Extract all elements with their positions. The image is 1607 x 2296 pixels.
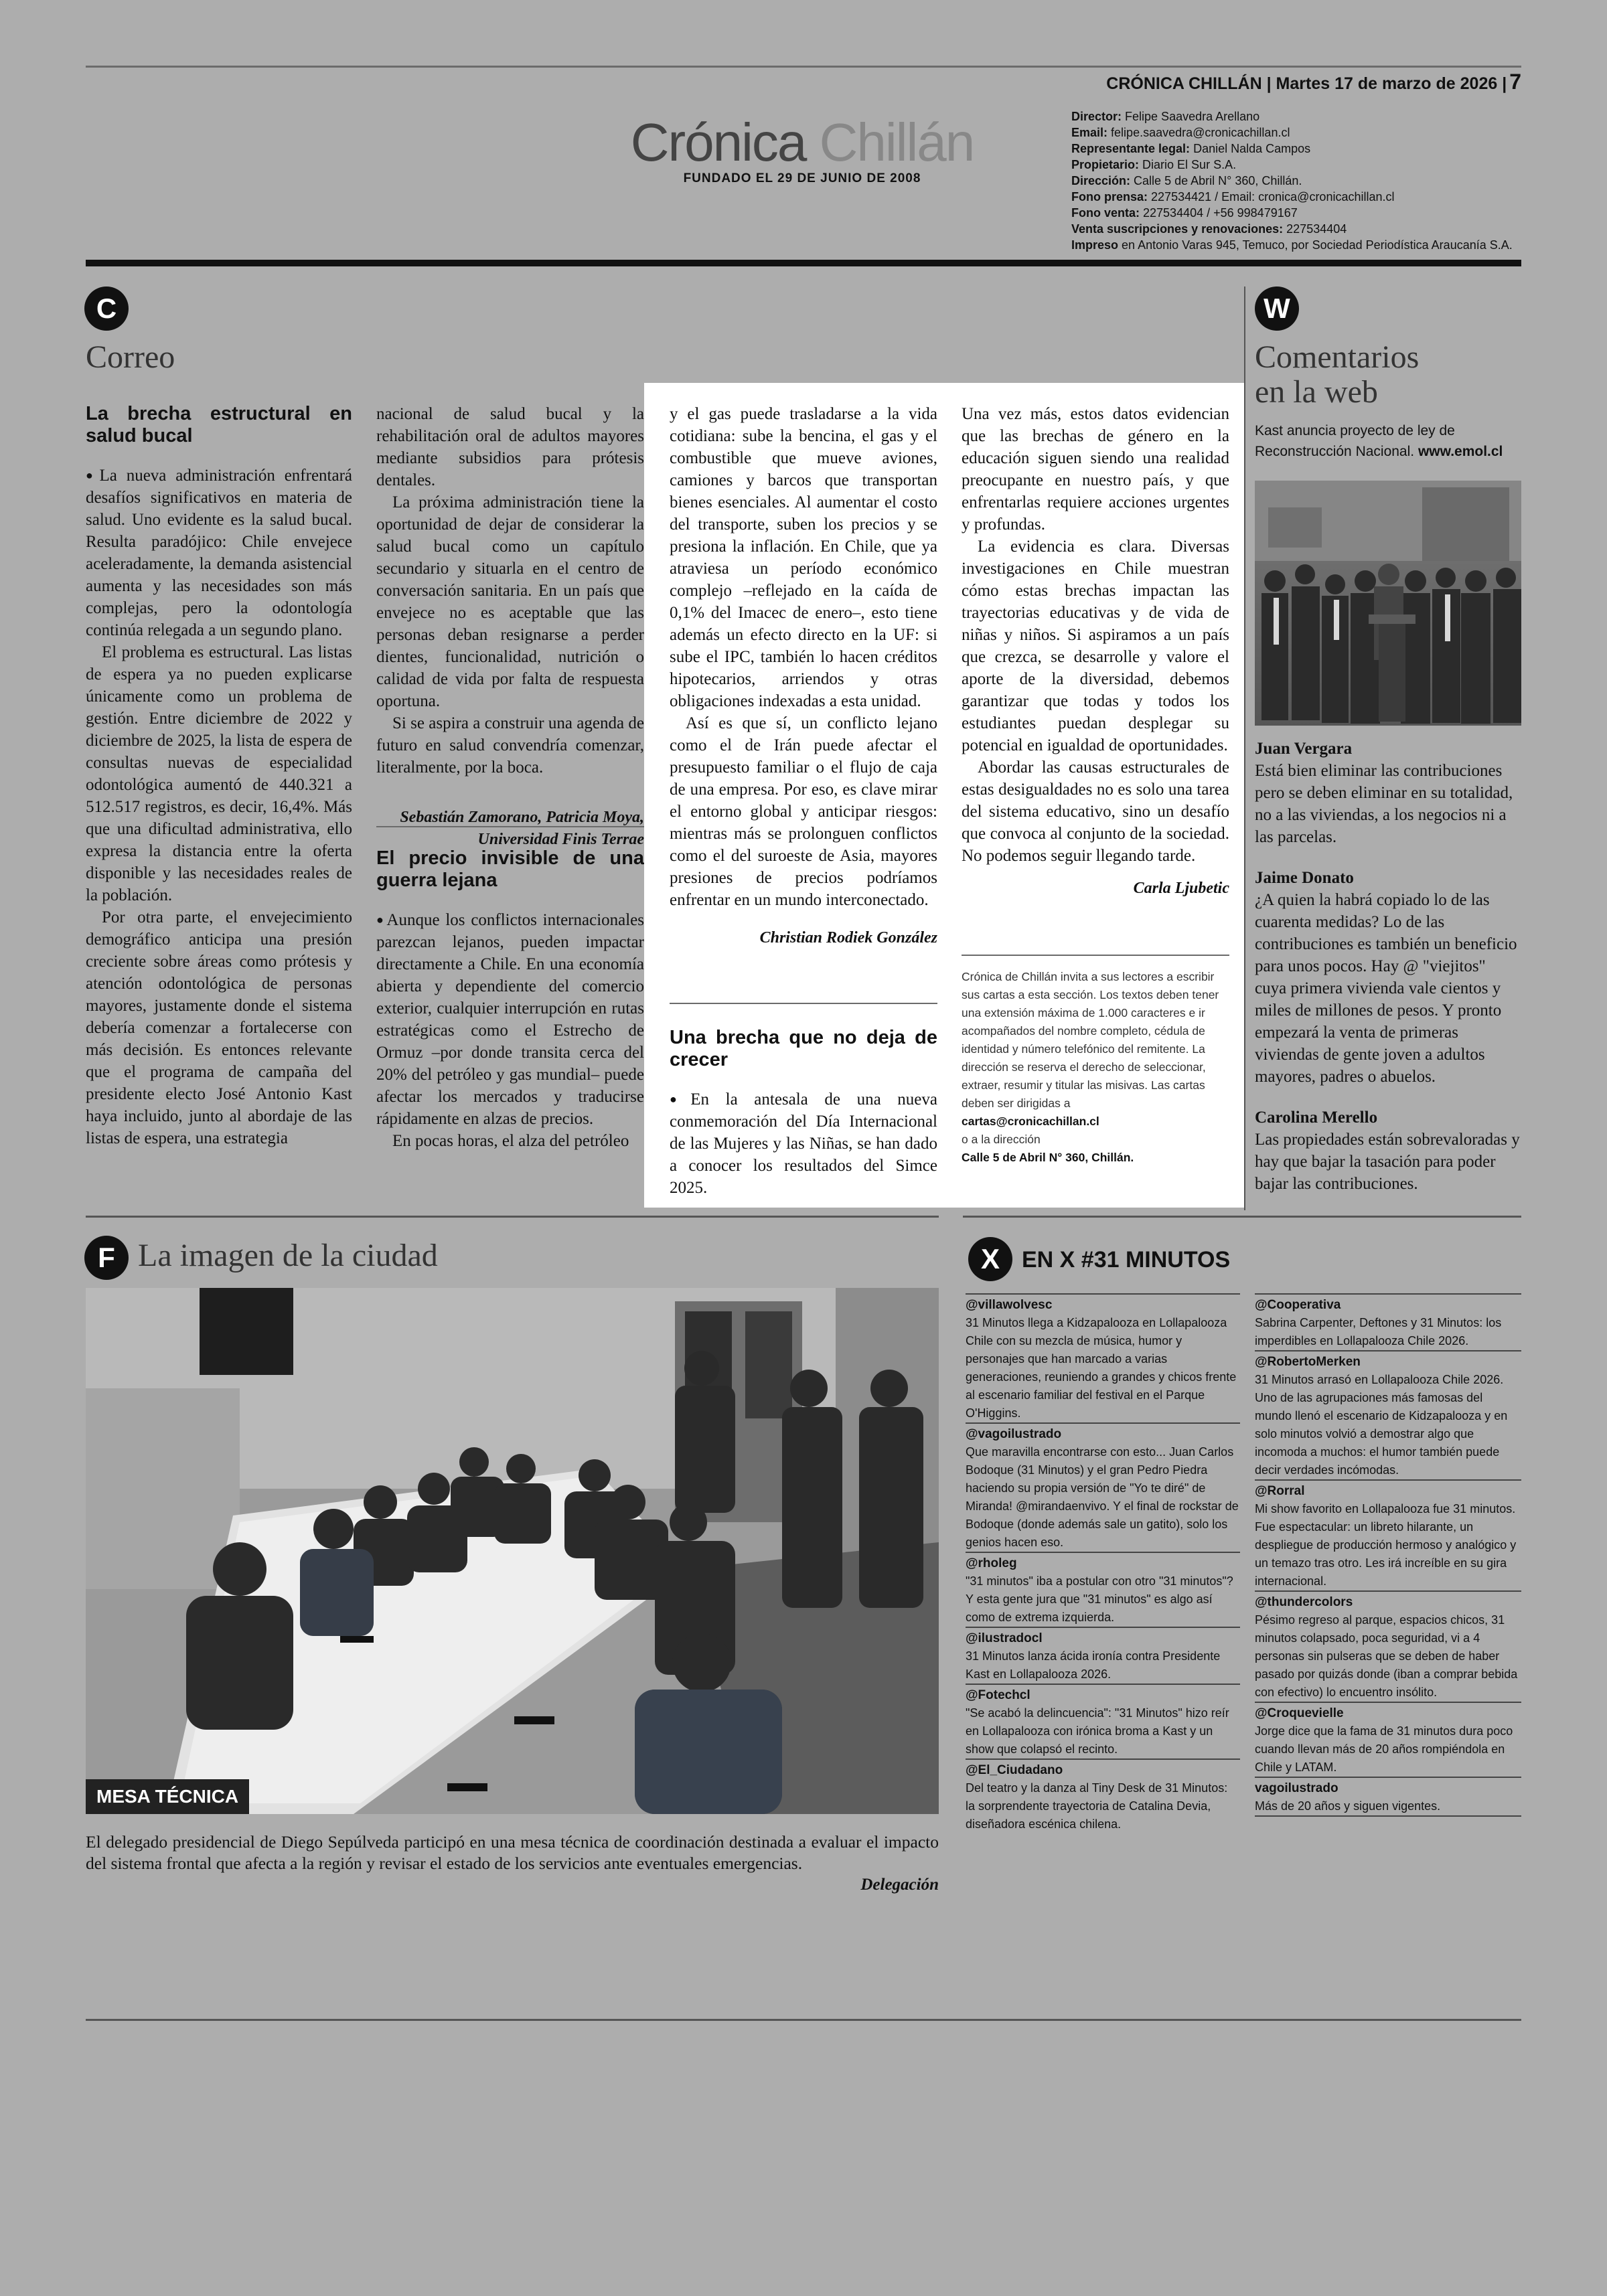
x-post-text: 31 Minutos llega a Kidzapalooza en Lollapalooza Chile con su mezcla de música, humor y personajes que han marcado a varias generaciones, reuniendo a grandes y chicos frente al escenario familiar del festival en el Parque O'Higgins. bbox=[966, 1316, 1237, 1420]
letter1-paragraph: La próxima administración tiene la oportunidad de dejar de considerar la salud bucal como un capítulo secundario y situarla en el centro de conversación sanitaria. En un país que envejece no es aceptable que las personas deban resignarse a perder dientes, funcionalidad, nutrición o calidad de vida por falta de respuesta oportuna. bbox=[376, 493, 644, 710]
meeting-photo bbox=[86, 1288, 939, 1814]
page-number: 7 bbox=[1509, 70, 1521, 94]
info-line: Dirección: Calle 5 de Abril N° 360, Chillán. bbox=[1071, 174, 1302, 187]
x-post bbox=[1255, 1293, 1521, 1350]
imagen-section-badge: F bbox=[84, 1236, 129, 1280]
web-comment bbox=[1255, 738, 1521, 848]
correo-column-3 bbox=[670, 403, 937, 949]
correo-column-2 bbox=[376, 403, 644, 851]
x-post bbox=[966, 1627, 1240, 1684]
letter2-paragraph: ● Aunque los conflictos internacionales parezcan lejanos, pueden impactar directamente a Chile. En una economía abierta y dependiente del comercio exterior, cualquier interrupción en rutas estratégicas como el Estrecho de Ormuz –por donde transita cerca del 20% del petróleo y gas mundial– puede afectar los mercados y traducirse rápidamente en alzas de precios. bbox=[376, 909, 644, 1130]
letter2-paragraph: Así es que sí, un conflicto lejano como el de Irán puede afectar el presupuesto familiar o el flujo de caja de una empresa. Por eso, es clave mirar el entorno global y anticipar riesgos: mientras más se prolonguen conflictos como el del suroeste de Asia, mayores presiones de precios podríamos enfrentar en un mundo interconectado. bbox=[670, 714, 937, 909]
running-head bbox=[1106, 70, 1521, 96]
logo bbox=[621, 112, 983, 186]
comment-author: Juan Vergara bbox=[1255, 740, 1353, 758]
x-post-text: 31 Minutos arrasó en Lollapalooza Chile 2026. Uno de las agrupaciones más famosas del mundo llenó el escenario de Kidzapalooza y en solo minutos volvió a demostrar algo que incomoda a muchos: el humor también puede decir verdades incómodas. bbox=[1255, 1373, 1508, 1477]
letter3-signature: Carla Ljubetic bbox=[1133, 880, 1229, 897]
info-line: Fono prensa: 227534421 / Email: cronica@cronicachillan.cl bbox=[1071, 190, 1395, 203]
web-title-line: en la web bbox=[1255, 374, 1378, 410]
web-comment bbox=[1255, 867, 1521, 1088]
x-section-title: EN X #31 MINUTOS bbox=[1022, 1247, 1231, 1273]
x-post-text: Más de 20 años y siguen vigentes. bbox=[1255, 1799, 1441, 1813]
comment-text: Las propiedades están sobrevaloradas y hay que bajar la tasación para poder bajar las contribuciones. bbox=[1255, 1131, 1520, 1193]
logo-word-cronica: Crónica bbox=[630, 112, 806, 172]
correo-column-2-lower bbox=[376, 847, 644, 1152]
x-handle[interactable]: vagoilustrado bbox=[1255, 1781, 1338, 1795]
running-head-text: CRÓNICA CHILLÁN | Martes 17 de marzo de 2026 | bbox=[1106, 74, 1507, 93]
correo-section-title: Correo bbox=[86, 339, 175, 375]
x-post bbox=[966, 1422, 1240, 1552]
lower-rule-right bbox=[963, 1216, 1521, 1218]
x-feed-end-rule bbox=[1255, 1815, 1521, 1817]
x-post bbox=[1255, 1590, 1521, 1702]
column-divider bbox=[962, 955, 1229, 956]
x-handle[interactable]: @Croquevielle bbox=[1255, 1706, 1344, 1720]
photo-label: MESA TÉCNICA bbox=[86, 1779, 249, 1814]
photo-credit: Delegación bbox=[860, 1876, 939, 1894]
letter1-paragraph: Por otra parte, el envejecimiento demográfico anticipa una presión creciente sobre áreas como prótesis y atención odontológica de personas mayores, justamente donde el sistema debería comenzar a fortalecerse con más decisión. Es entonces relevante que el programa de campaña del presidente electo José Antonio Kast haya incluido, junto al abordaje de las listas de espera, una estrategia bbox=[86, 908, 352, 1147]
notice-address: Calle 5 de Abril N° 360, Chillán. bbox=[962, 1151, 1134, 1164]
photo-caption: El delegado presidencial de Diego Sepúlveda participó en una mesa técnica de coordinación destinada a evaluar el impacto del sistema frontal que afecta a la región y revisar el estado de los servicios ante eventuales emergencias. bbox=[86, 1832, 939, 1873]
x-post-text: Mi show favorito en Lollapalooza fue 31 minutos. Fue espectacular: un libreto hilarante, un despliegue de producción hermoso y analógico y un temazo tras otro. Les irá increíble en su gira internacional. bbox=[1255, 1502, 1517, 1588]
x-handle[interactable]: @vagoilustrado bbox=[966, 1427, 1062, 1441]
x-post bbox=[966, 1758, 1240, 1833]
letter3-headline: Una brecha que no deja de crecer bbox=[670, 1027, 937, 1070]
web-section-title bbox=[1255, 340, 1523, 410]
x-handle[interactable]: @RobertoMerken bbox=[1255, 1355, 1361, 1369]
x-section-badge: X bbox=[968, 1237, 1012, 1281]
x-handle[interactable]: @Rorral bbox=[1255, 1484, 1305, 1498]
comment-author: Jaime Donato bbox=[1255, 869, 1354, 887]
x-post-text: Jorge dice que la fama de 31 minutos dura poco cuando llevan más de 20 años rompiéndola en Chile y LATAM. bbox=[1255, 1724, 1513, 1774]
web-intro bbox=[1255, 420, 1521, 462]
letter2-paragraph: y el gas puede trasladarse a la vida cotidiana: sube la bencina, el gas y el combustible que mueve aviones, camiones y barcos que transportan bienes esenciales. Al aumentar el costo del transporte, suben los precios y se presiona la inflación. En Chile, que ya atraviesa un período económico complejo –reflejado en la caída de 0,1% del Imacec de enero–, esto tiene además un efecto directo en la UF: si sube el IPC, también lo hacen créditos hipotecarios, arriendos y otras obligaciones indexadas a esta unidad. bbox=[670, 405, 937, 710]
x-handle[interactable]: @thundercolors bbox=[1255, 1595, 1353, 1609]
letter1-paragraph: ● La nueva administración enfrentará desafíos significativos en materia de salud. Uno evidente es la salud bucal. Resulta paradójico: Chile envejece aceleradamente, la demanda asistencial aumenta y las necesidades son más complejas, pero la odontología continúa relegada a un segundo plano. bbox=[86, 465, 352, 641]
letters-notice bbox=[962, 968, 1229, 1167]
x-post bbox=[1255, 1702, 1521, 1777]
info-line: Propietario: Diario El Sur S.A. bbox=[1071, 158, 1237, 171]
web-title-line: Comentarios bbox=[1255, 339, 1420, 375]
web-comments bbox=[1255, 738, 1521, 1195]
header-thick-rule bbox=[86, 260, 1521, 266]
x-post bbox=[966, 1684, 1240, 1758]
logo-word-chillan: Chillán bbox=[819, 112, 974, 172]
correo-column-1 bbox=[86, 403, 352, 1149]
correo-column-3-lower bbox=[670, 1027, 937, 1199]
imagen-section-title: La imagen de la ciudad bbox=[138, 1238, 438, 1273]
correo-column-4 bbox=[962, 403, 1229, 900]
x-post-text: Que maravilla encontrarse con esto... Juan Carlos Bodoque (31 Minutos) y el gran Pedro Piedra haciendo su propia versión de "Yo te diré" de Miranda! @mirandaenvivo. Y el final de rockstar de Bodoque (donde además sale un gatito), solo los genios hacen eso. bbox=[966, 1445, 1239, 1549]
x-post-text: Pésimo regreso al parque, espacios chicos, 31 minutos colapsado, poca seguridad, vi a 4 personas sin pulseras que se deben de haber pasado por quizás donde (iban a comprar bebida con efectivo) lo encuentro insólito. bbox=[1255, 1613, 1518, 1699]
x-feed-right bbox=[1255, 1293, 1521, 1817]
x-post bbox=[966, 1552, 1240, 1627]
x-handle[interactable]: @El_Ciudadano bbox=[966, 1763, 1063, 1777]
notice-email: cartas@cronicachillan.cl bbox=[962, 1115, 1099, 1128]
info-line: Email: felipe.saavedra@cronicachillan.cl bbox=[1071, 126, 1290, 139]
web-intro-link[interactable]: www.emol.cl bbox=[1418, 444, 1503, 459]
comment-text: Está bien eliminar las contribuciones pero se deben eliminar en su totalidad, no a las viviendas, a los negocios ni a las parcelas. bbox=[1255, 762, 1513, 846]
masthead-info bbox=[1071, 108, 1513, 253]
x-post bbox=[1255, 1479, 1521, 1590]
x-post bbox=[1255, 1777, 1521, 1815]
letter2-headline: El precio invisible de una guerra lejana bbox=[376, 847, 644, 891]
correo-section-badge: C bbox=[84, 286, 129, 331]
column-divider bbox=[376, 826, 644, 827]
x-post-text: Del teatro y la danza al Tiny Desk de 31 Minutos: la sorprendente trayectoria de Catalina Devia, diseñadora escénica chilena. bbox=[966, 1781, 1228, 1831]
letter1-paragraph: Si se aspira a construir una agenda de futuro en salud convendría comenzar, literalmente, por la boca. bbox=[376, 714, 644, 776]
info-line: Venta suscripciones y renovaciones: 227534404 bbox=[1071, 222, 1347, 236]
web-column-divider bbox=[1244, 286, 1245, 1210]
letter1-signature: Sebastián Zamorano, Patricia Moya, Universidad Finis Terrae bbox=[400, 809, 644, 848]
x-handle[interactable]: @villawolvesc bbox=[966, 1298, 1053, 1312]
x-feed-left bbox=[966, 1293, 1240, 1833]
letter3-paragraph: ● En la antesala de una nueva conmemoración del Día Internacional de las Mujeres y las Niñas, se han dado a conocer los resultados del Simce 2025. bbox=[670, 1088, 937, 1199]
letter2-signature: Christian Rodiek González bbox=[759, 929, 937, 947]
letter3-paragraph: Una vez más, estos datos evidencian que las brechas de género en la educación siguen siendo una realidad preocupante en nuestro país, y que enfrentarlas requiere acciones urgentes y profundas. bbox=[962, 405, 1229, 534]
x-handle[interactable]: @rholeg bbox=[966, 1556, 1017, 1570]
x-post-text: "Se acabó la delincuencia": "31 Minutos" hizo reír en Lollapalooza con irónica broma a Kast y un show que colapsó el recinto. bbox=[966, 1706, 1229, 1756]
comment-text: ¿A quien la habrá copiado lo de las cuarenta medidas? Lo de las contribuciones es también un beneficio para unos pocos. Hay @ "viejitos" cuya primera vivienda vale cientos y miles de millones de pesos. Y pronto empezará la venta de primeras viviendas de gente joven a adultos mayores, padres o abuelos. bbox=[1255, 891, 1517, 1086]
logo-tagline: FUNDADO EL 29 DE JUNIO DE 2008 bbox=[683, 171, 921, 185]
x-post-text: 31 Minutos lanza ácida ironía contra Presidente Kast en Lollapalooza 2026. bbox=[966, 1649, 1221, 1681]
letter3-paragraph: La evidencia es clara. Diversas investigaciones en Chile muestran cómo estas brechas impactan las trayectorias educativas y de vida de niñas y niños. Si aspiramos a un país que crezca, se desarrolle y valore el aporte de la diversidad, debemos garantizar que todas y todos los estudiantes puedan desplegar su potencial en igualdad de oportunidades. bbox=[962, 538, 1229, 754]
letter1-headline: La brecha estructural en salud bucal bbox=[86, 403, 352, 446]
column-divider bbox=[670, 1003, 937, 1004]
web-section-badge: W bbox=[1255, 286, 1299, 331]
web-intro-text: Kast anuncia proyecto de ley de Reconstrucción Nacional. bbox=[1255, 423, 1455, 459]
notice-text: Crónica de Chillán invita a sus lectores a escribir sus cartas a esta sección. Los textos deben tener una extensión máxima de 1.000 caracteres e ir acompañados del nombre completo, cédula de identidad y número telefónico del remitente. La dirección se reserva el derecho de seleccionar, extraer, resumir y titular las misivas. Las cartas deben ser dirigidas a bbox=[962, 970, 1219, 1110]
x-post-text: "31 minutos" iba a postular con otro "31 minutos"? Y esta gente jura que "31 minutos" es algo así como de extrema izquierda. bbox=[966, 1574, 1233, 1624]
web-comment bbox=[1255, 1106, 1521, 1195]
x-handle[interactable]: @Cooperativa bbox=[1255, 1298, 1341, 1312]
letter1-paragraph: nacional de salud bucal y la rehabilitación oral de adultos mayores mediante subsidios para prótesis dentales. bbox=[376, 405, 644, 489]
top-rule bbox=[86, 66, 1521, 68]
info-line: Fono venta: 227534404 / +56 998479167 bbox=[1071, 206, 1298, 220]
info-line: Impreso en Antonio Varas 945, Temuco, por Sociedad Periodística Araucanía S.A. bbox=[1071, 238, 1513, 252]
x-handle[interactable]: @Fotechcl bbox=[966, 1688, 1030, 1702]
info-line: Representante legal: Daniel Nalda Campos bbox=[1071, 142, 1311, 155]
notice-or: o a la dirección bbox=[962, 1133, 1041, 1146]
lower-rule-left bbox=[86, 1216, 939, 1218]
x-handle[interactable]: @ilustradocl bbox=[966, 1631, 1043, 1645]
bottom-rule bbox=[86, 2019, 1521, 2021]
x-post bbox=[966, 1293, 1240, 1422]
info-line: Director: Felipe Saavedra Arellano bbox=[1071, 110, 1260, 123]
x-post bbox=[1255, 1350, 1521, 1479]
x-post-text: Sabrina Carpenter, Deftones y 31 Minutos: los imperdibles en Lollapalooza Chile 2026. bbox=[1255, 1316, 1502, 1347]
comment-author: Carolina Merello bbox=[1255, 1109, 1378, 1127]
web-photo bbox=[1255, 481, 1521, 726]
letter2-paragraph: En pocas horas, el alza del petróleo bbox=[392, 1132, 629, 1150]
letter1-paragraph: El problema es estructural. Las listas de espera ya no pueden explicarse únicamente como un problema de gestión. Entre diciembre de 2022 y diciembre de 2025, la lista de espera de consultas nuevas de especialidad odontológica aumentó de 440.321 a 512.517 registros, es decir, 16,4%. Más que una dificultad administrativa, ello expresa la distancia entre la oferta disponible y las necesidades reales de la población. bbox=[86, 643, 352, 904]
letter3-paragraph: Abordar las causas estructurales de estas desigualdades no es solo una tarea del sistema educativo, sino un desafío que convoca al conjunto de la sociedad. No podemos seguir llegando tarde. bbox=[962, 758, 1229, 865]
